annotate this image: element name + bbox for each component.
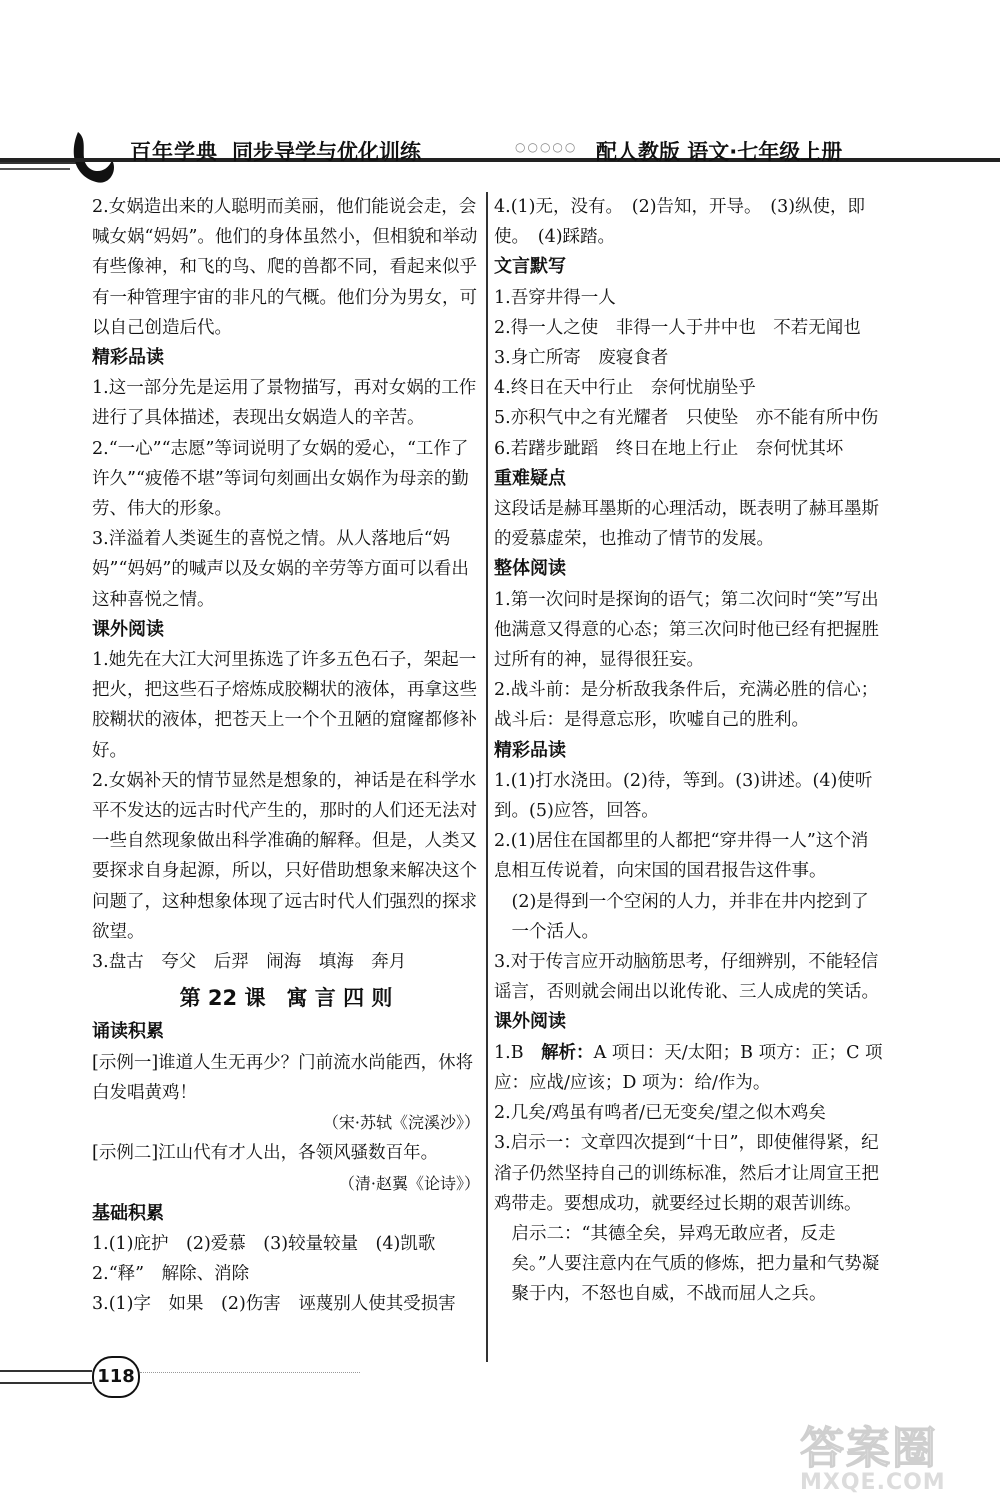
- answer-item: 3.启示一：文章四次提到“十日”，即使催得紧，纪渻子仍然坚持自己的训练标准，然后才让周宣王把鸡带走。要想成功，就要经过长期的艰苦训练。: [494, 1133, 879, 1214]
- answer-item: 3.对于传言应开动脑筋思考，仔细辨别，不能轻信谣言，否则就会闹出以讹传讹、三人成虎的笑话。: [494, 952, 879, 1003]
- answer-item: 2.战斗前：是分析敌我条件后，充满必胜的信心；战斗后：是得意忘形，吹嘘自己的胜利。: [494, 680, 879, 731]
- quote-source: （宋·苏轼《浣溪沙》）: [322, 1113, 480, 1133]
- section-heading: 课外阅读: [494, 1011, 566, 1033]
- page-footer: [0, 1352, 200, 1402]
- analysis-text: A 项日：天/太阳；B 项方：正；C 项应：应战/应该；D 项为：给/作为。: [494, 1042, 883, 1093]
- edition-label: 配人教版 语文·七年级上册: [596, 140, 843, 164]
- section-heading: 精彩品读: [494, 739, 566, 761]
- answer-item: 4.终日在天中行止 奈何忧崩坠乎: [494, 378, 756, 399]
- footer-lines: [0, 1370, 92, 1384]
- answer-item: 2.得一人之使 非得一人于井中也 不若无闻也: [494, 317, 861, 338]
- watermark-url: MXQE.COM: [800, 1470, 946, 1495]
- section-heading: 课外阅读: [92, 618, 164, 640]
- answer-item: 2.“释” 解除、消除: [92, 1264, 250, 1285]
- lesson-title: 第 22 课 寓 言 四 则: [179, 986, 393, 1011]
- analysis-label: 解析：: [541, 1042, 594, 1063]
- answer-paragraph: 这段话是赫耳墨斯的心理活动，既表明了赫耳墨斯的爱慕虚荣，也推动了情节的发展。: [494, 499, 879, 550]
- answer-item: 2.“一心”“志愿”等词说明了女娲的爱心，“工作了许久”“疲倦不堪”等词句刻画出女娲作为母亲的勤劳、伟大的形象。: [92, 438, 469, 520]
- page-header: [0, 120, 1000, 190]
- watermark: [800, 1412, 990, 1495]
- right-column: [494, 192, 884, 1310]
- answer-item: 2.女娲造出来的人聪明而美丽，他们能说会走，会喊女娲“妈妈”。他们的身体虽然小，但相貌和举动有些像神，和飞的鸟、爬的兽都不同，看起来似乎有一种管理宇宙的非凡的气概。他们分为男女，可以自己创造后代。: [92, 197, 478, 338]
- answer-item: [示例二]江山代有才人出，各领风骚数百年。: [92, 1143, 439, 1164]
- answer-item: 1.她先在大江大河里拣选了许多五色石子，架起一把火，把这些石子熔炼成胶糊状的液体，再拿这些胶糊状的液体，把苍天上一个个丑陋的窟窿都修补好。: [92, 650, 477, 761]
- section-heading: 精彩品读: [92, 347, 164, 369]
- answer-item: [494, 1038, 884, 1098]
- answer-item: 1.(1)庇护 (2)爱慕 (3)较量较量 (4)凯歌: [92, 1233, 436, 1254]
- answer-item: 3.盘古 夸父 后羿 闹海 填海 奔月: [92, 952, 407, 973]
- answer-item: 2.女娲补天的情节显然是想象的，神话是在科学水平不发达的远古时代产生的，那时的人们还无法对一些自然现象做出科学准确的解释。但是，人类又要探求自身起源，所以，只好借助想象来解决这个问题了，这种想象体现了远古时代人们强烈的探求欲望。: [92, 770, 477, 942]
- answer-item: 启示二：“其德全矣，异鸡无敢应者，反走矣。”人要注意内在气质的修炼，把力量和气势凝聚于内，不怒也自威，不战而屈人之兵。: [511, 1223, 880, 1305]
- answer-choice: 1.B: [494, 1042, 542, 1063]
- section-heading: 整体阅读: [494, 558, 566, 580]
- header-dots: ○○○○○: [515, 140, 578, 154]
- section-heading: 诵读积累: [92, 1021, 164, 1043]
- watermark-logo: 答案圈: [800, 1423, 938, 1474]
- section-heading: 基础积累: [92, 1202, 164, 1224]
- answer-item: 2.几矣/鸡虽有鸣者/已无变矣/望之似木鸡矣: [494, 1103, 826, 1124]
- footer-dotted-line: [140, 1372, 360, 1379]
- page-number: 118: [92, 1356, 140, 1398]
- answer-item: 1.(1)打水浇田。(2)待，等到。(3)讲述。(4)使听到。(5)应答，回答。: [494, 770, 873, 822]
- quote-source: （清·赵翼《论诗》）: [338, 1173, 480, 1193]
- answer-item: 2.(1)居住在国都里的人都把“穿井得一人”这个消息相互传说着，向宋国的国君报告这件事。: [494, 831, 869, 882]
- left-column: [92, 192, 480, 1320]
- answer-item: 1.第一次问时是探询的语气；第二次问时“笑”写出他满意又得意的心态；第三次问时他已经有把握胜过所有的神，显得很狂妄。: [494, 589, 879, 671]
- answer-item: 6.若躇步跐蹈 终日在地上行止 奈何忧其坏: [494, 438, 844, 459]
- series-subtitle: 同步导学与优化训练: [232, 140, 421, 164]
- answer-item: 4.(1)无，没有。 (2)告知，开导。 (3)纵使，即使。 (4)踩踏。: [494, 197, 866, 248]
- answer-item: 3.洋溢着人类诞生的喜悦之情。从人落地后“妈妈”“妈妈”的喊声以及女娲的辛劳等方面可以看出这种喜悦之情。: [92, 529, 469, 610]
- answer-item: (2)是得到一个空闲的人力，并非在井内挖到了一个活人。: [511, 891, 869, 942]
- answer-item: 3.身亡所寄 废寝食者: [494, 348, 669, 369]
- answer-item: 1.这一部分先是运用了景物描写，再对女娲的工作进行了具体描述，表现出女娲造人的辛苦。: [92, 378, 477, 429]
- column-divider: [486, 192, 488, 1362]
- answer-item: 5.亦积气中之有光耀者 只使坠 亦不能有所中伤: [494, 408, 879, 429]
- answer-item: 3.(1)字 如果 (2)伤害 诬蔑别人使其受损害: [92, 1294, 456, 1315]
- brand-title: 百年学典: [130, 140, 218, 164]
- answer-item: 1.吾穿井得一人: [494, 287, 616, 308]
- answer-item: [示例一]谁道人生无再少？门前流水尚能西，休将白发唱黄鸡！: [92, 1052, 474, 1103]
- section-heading: 文言默写: [494, 256, 566, 278]
- section-heading: 重难疑点: [494, 467, 566, 489]
